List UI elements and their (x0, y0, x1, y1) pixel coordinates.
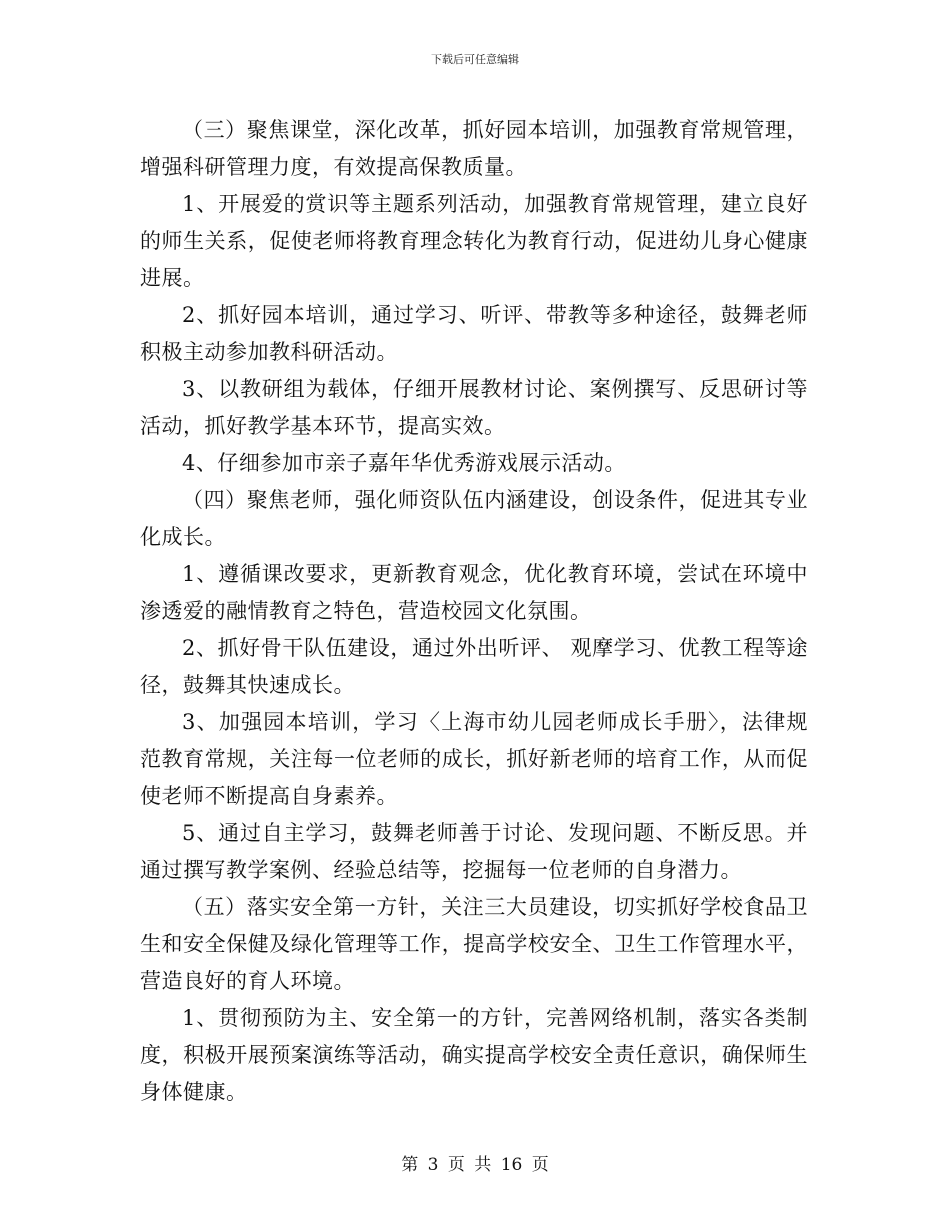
paragraph: 4、仔细参加市亲子嘉年华优秀游戏展示活动。 (182, 451, 626, 475)
section-heading-4: （四）聚焦老师，强化师资队伍内涵建设，创设条件，促进其专业化成长。 (140, 488, 808, 549)
paragraph: 1、贯彻预防为主、安全第一的方针，完善网络机制，落实各类制度，积极开展预案演练等活动，确实提高学校安全责任意识，确保师生身体健康。 (140, 1006, 808, 1104)
paragraph: 2、抓好骨干队伍建设，通过外出听评、 观摩学习、优教工程等途径，鼓舞其快速成长。 (140, 636, 808, 697)
paragraph: 1、开展爱的赏识等主题系列活动，加强教育常规管理，建立良好的师生关系，促使老师将教育理念转化为教育行动，促进幼儿身心健康进展。 (140, 192, 808, 290)
section-heading-5: （五）落实安全第一方针，关注三大员建设，切实抓好学校食品卫生和安全保健及绿化管理等工作，提高学校安全、卫生工作管理水平，营造良好的育人环境。 (140, 895, 808, 993)
page-header: 下载后可任意编辑 (431, 53, 519, 66)
paragraph: 5、通过自主学习，鼓舞老师善于讨论、发现问题、不断反思。并通过撰写教学案例、经验总结等，挖掘每一位老师的自身潜力。 (140, 821, 808, 882)
paragraph: 3、以教研组为载体，仔细开展教材讨论、案例撰写、反思研讨等活动，抓好教学基本环节，提高实效。 (140, 377, 808, 438)
section-heading-3: （三）聚焦课堂，深化改革，抓好园本培训，加强教育常规管理，增强科研管理力度，有效提高保教质量。 (140, 118, 808, 179)
paragraph: 2、抓好园本培训，通过学习、听评、带教等多种途径，鼓舞老师积极主动参加教科研活动。 (140, 303, 808, 364)
page-number-footer: 第 3 页 共 16 页 (401, 1155, 549, 1175)
paragraph: 1、遵循课改要求，更新教育观念，优化教育环境，尝试在环境中渗透爱的融情教育之特色，营造校园文化氛围。 (140, 562, 808, 623)
document-body (140, 112, 808, 1111)
paragraph: 3、加强园本培训，学习〈上海市幼儿园老师成长手册〉，法律规范教育常规，关注每一位老师的成长，抓好新老师的培育工作，从而促使老师不断提高自身素养。 (140, 710, 808, 808)
